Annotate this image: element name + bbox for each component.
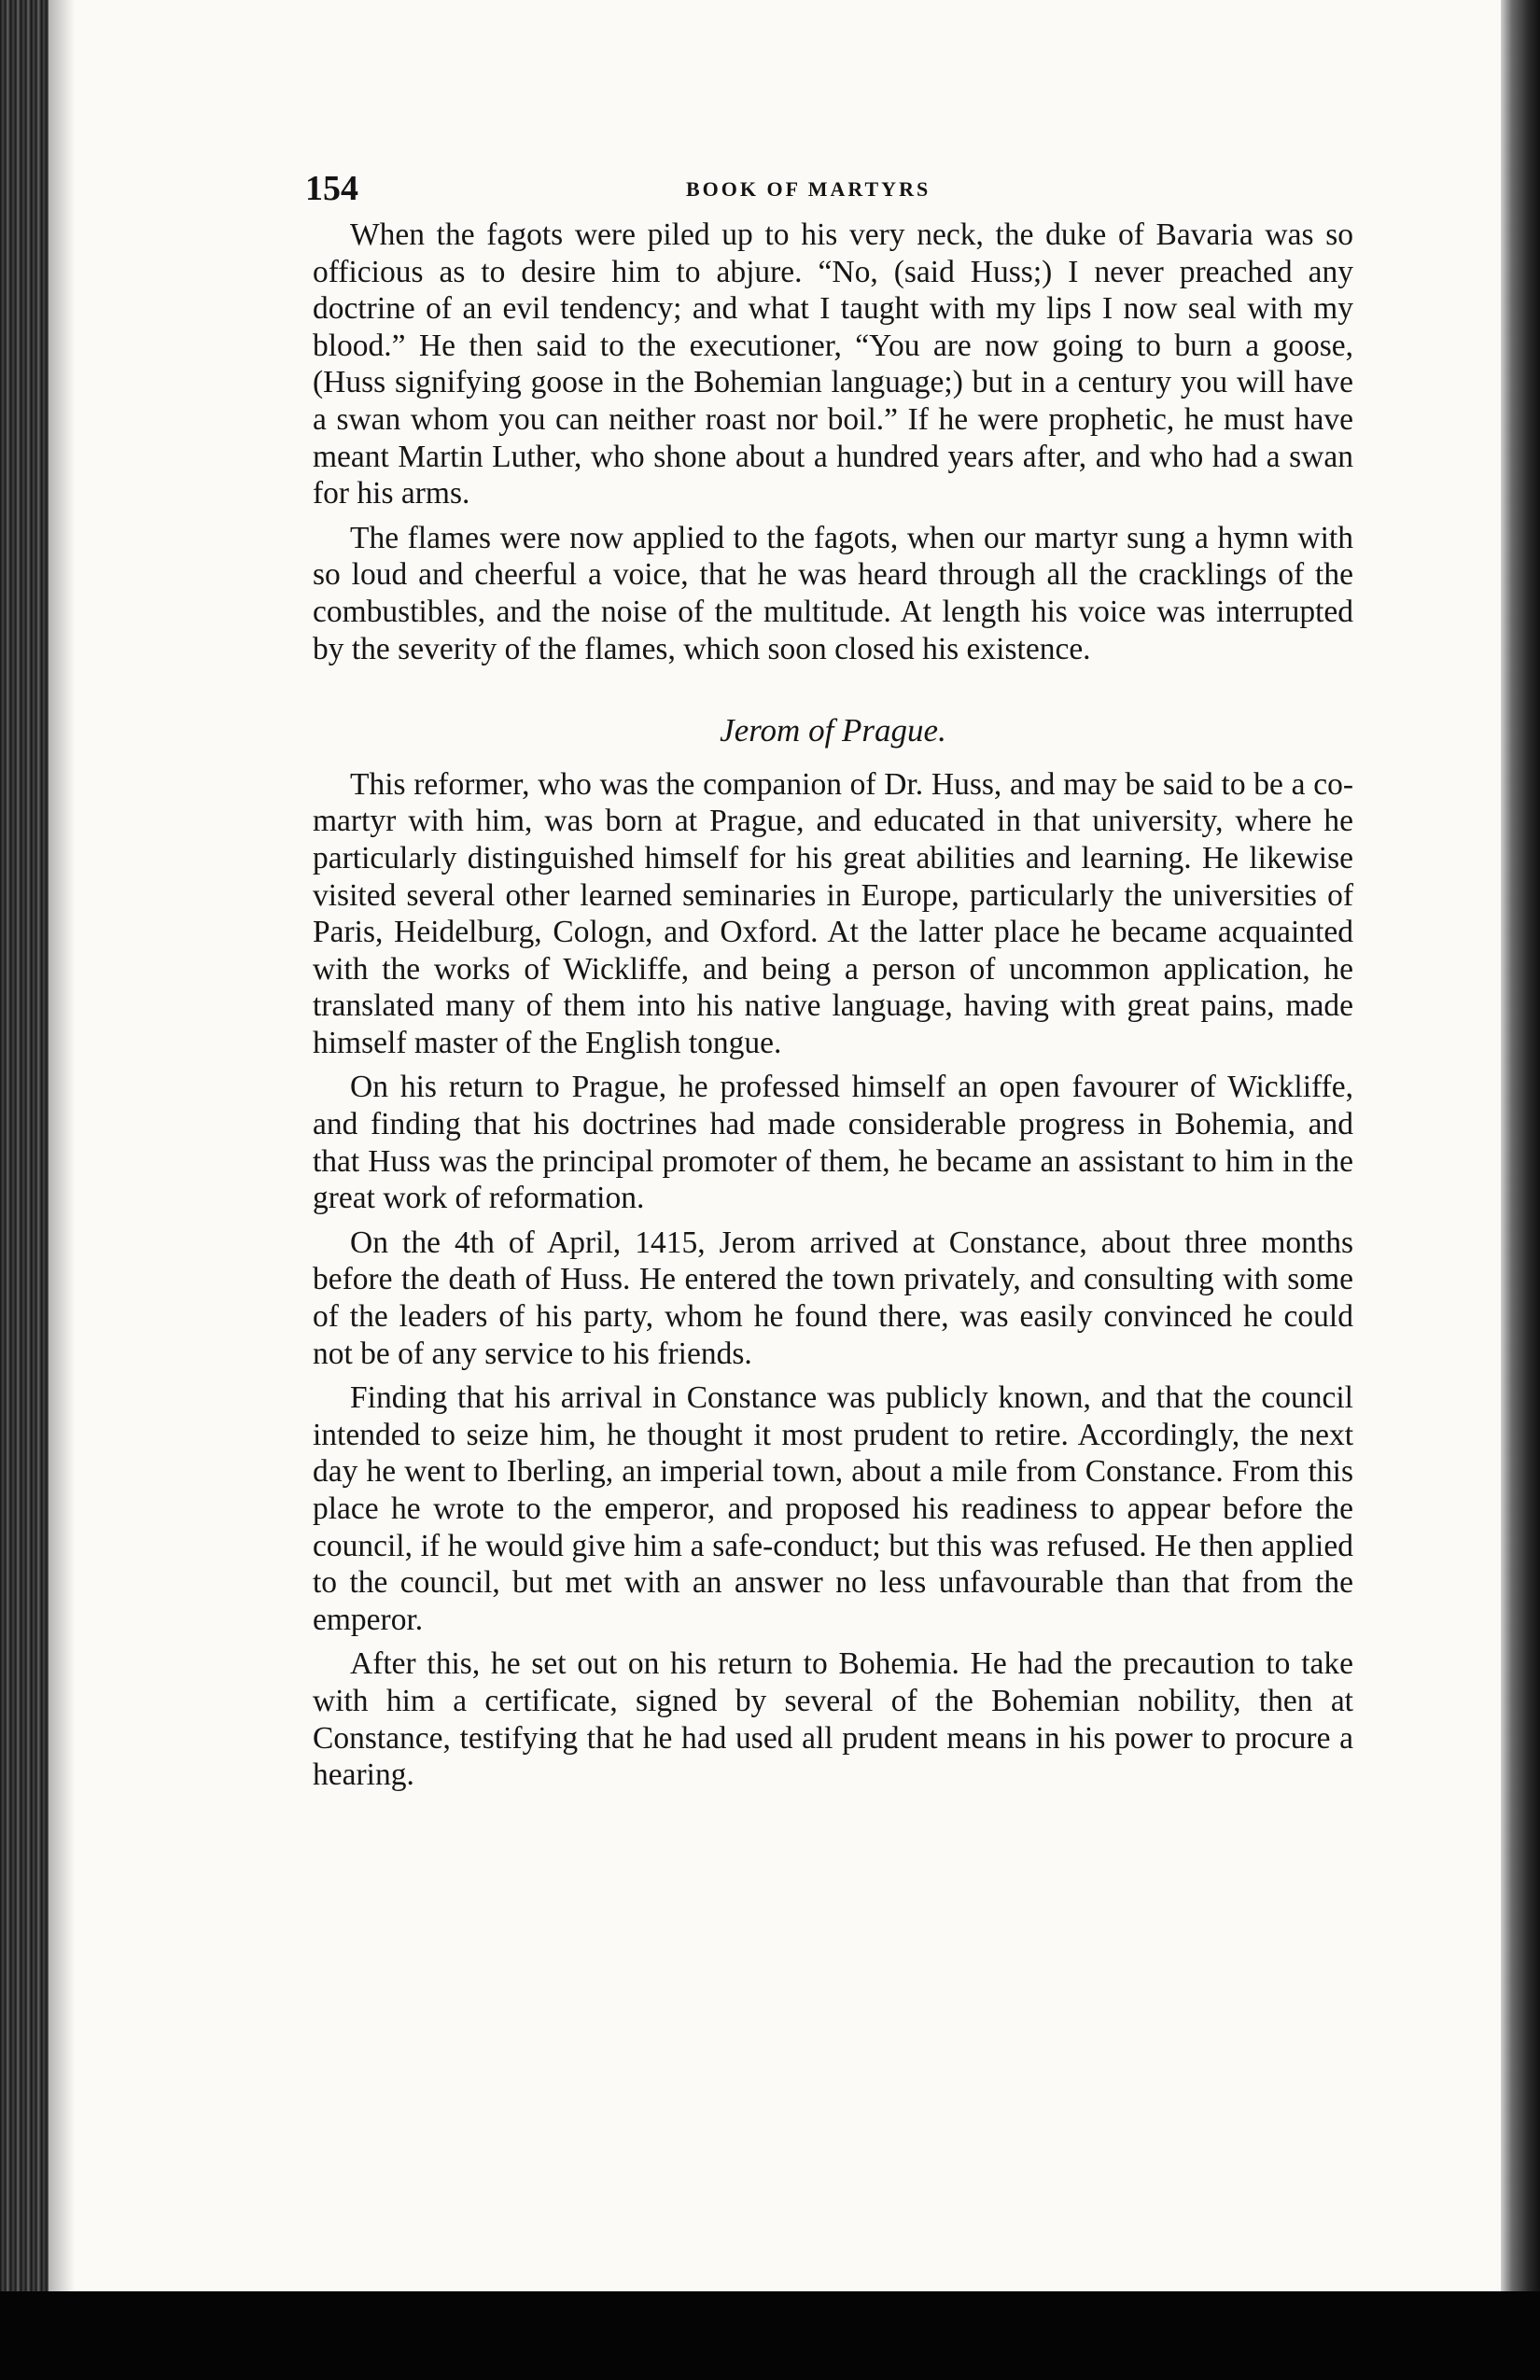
running-title: BOOK OF MARTYRS bbox=[686, 177, 931, 201]
paragraph: On his return to Prague, he professed himself an open favourer of Wickliffe, and finding that his doctrines had made considerable progress in Bohemia, and that Huss was the principal promoter of them, he became an assistant to him in the great work of reformation. bbox=[313, 1070, 1353, 1216]
scan-edge-right bbox=[1501, 0, 1540, 2380]
section-title: Jerom of Prague. bbox=[720, 712, 946, 749]
scan-edge-left bbox=[0, 0, 49, 2380]
paragraph: The flames were now applied to the fagots, when our martyr sung a hymn with so loud and cheerful a voice, that he was heard through all the cracklings of the combustibles, and the noise of the multitude. At length his voice was interrupted by the severity of the flames, which soon closed his existence. bbox=[313, 520, 1353, 666]
paragraph: When the fagots were piled up to his very neck, the duke of Bavaria was so officious as to desire him to abjure. “No, (said Huss;) I never preached any doctrine of an evil tendency; and what I taught with my lips I now seal with my blood.” He then said to the executioner, “You are now going to burn a goose, (Huss signifying goose in the Bohemian language;) but in a century you will have a swan whom you can neither roast nor boil.” If he were prophetic, he must have meant Martin Luther, who shone about a hundred years after, and who had a swan for his arms. bbox=[313, 217, 1353, 511]
binding-shadow bbox=[49, 0, 75, 2291]
page-number: 154 bbox=[305, 169, 358, 208]
paragraph: On the 4th of April, 1415, Jerom arrived at Constance, about three months before the death of Huss. He entered the town privately, and consulting with some of the leaders of his party, whom he found there, was easily convinced he could not be of any service to his friends. bbox=[313, 1225, 1353, 1371]
scan-edge-bottom bbox=[0, 2291, 1540, 2380]
paragraph: This reformer, who was the companion of Dr. Huss, and may be said to be a co-martyr with him, was born at Prague, and educated in that university, where he particularly distinguished himself for his great abilities and learning. He likewise visited several other learned seminaries in Europe, particularly the universities of Paris, Heidelburg, Cologn, and Oxford. At the latter place he became acquainted with the works of Wickliffe, and being a person of uncommon application, he translated many of them into his native language, having with great pains, made himself master of the English tongue. bbox=[313, 766, 1353, 1060]
body-text bbox=[313, 217, 1353, 1801]
running-head bbox=[305, 168, 1351, 215]
paragraph: Finding that his arrival in Constance was publicly known, and that the council intended to seize him, he thought it most prudent to retire. Accordingly, the next day he went to Iberling, an imperial town, about a mile from Constance. From this place he wrote to the emperor, and proposed his readiness to appear before the council, if he would give him a safe-conduct; but this was refused. He then applied to the council, but met with an answer no less unfavourable than that from the emperor. bbox=[313, 1380, 1353, 1637]
paragraph: After this, he set out on his return to Bohemia. He had the precaution to take with him a certificate, signed by several of the Bohemian nobility, then at Constance, testifying that he had used all prudent means in his power to procure a hearing. bbox=[313, 1646, 1353, 1793]
